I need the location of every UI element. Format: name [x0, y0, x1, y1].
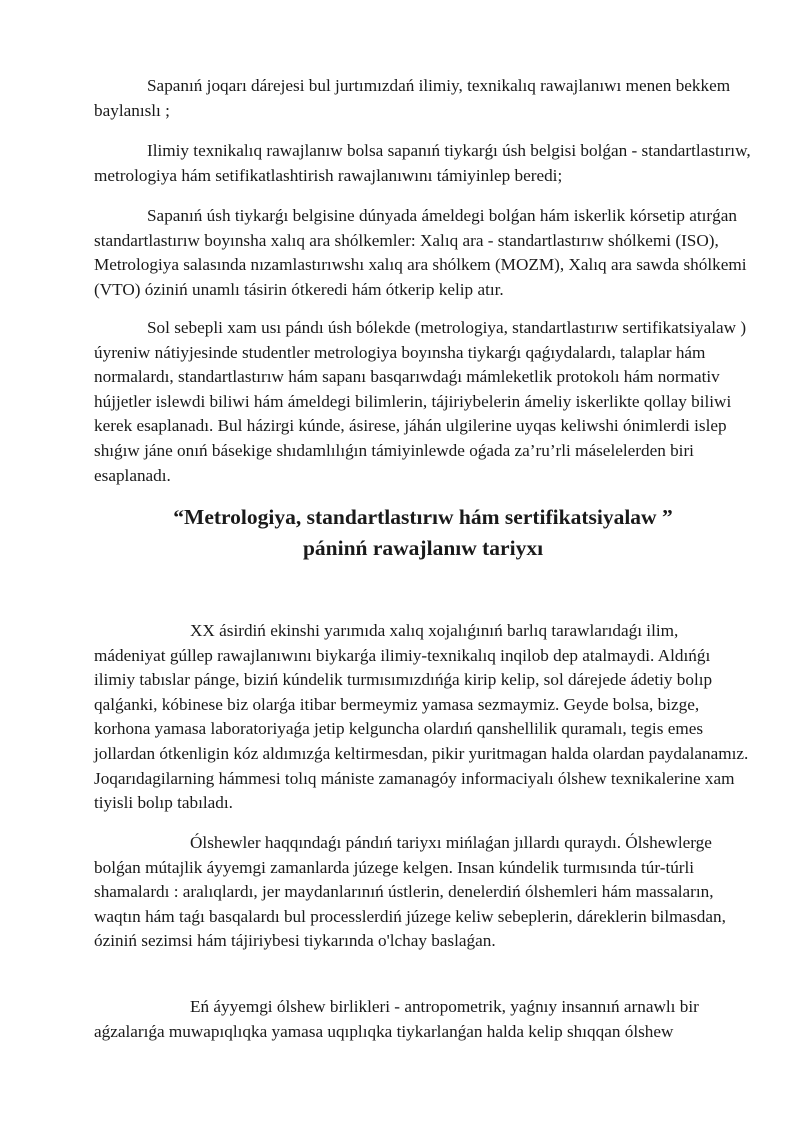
- paragraph-international-organizations: Sapanıń úsh tiykarǵı belgisine dúnyada ámeldegi bolǵan hám iskerlik kórsetip atırǵan standartlastırıw boyınsha xalıq ara shólkemler: Xalıq ara - standartlastırıw shólkemi (ISO), Metrologiya salasında nızamlastırıwshı xalıq ara shólkem (MOZM), Xalıq ara sawda shólkemi (VTO) óziniń unamlı tásirin ótkeredi hám ótkerip kelip atır.: [94, 206, 747, 299]
- section-heading: [94, 502, 752, 564]
- paragraph-quality-development: Sapanıń joqarı dárejesi bul jurtımızdań ilimiy, texnikalıq rawajlanıwı menen bekkem baylanıslı ;: [94, 76, 731, 120]
- section-heading-line-1: “Metrologiya, standartlastırıw hám sertifikatsiyalaw ”: [173, 505, 673, 529]
- paragraph-ancient-units: Eń áyyemgi ólshew birlikleri - antropometrik, yaǵnıy insannıń arnawlı bir aǵzalarıǵa muwapıqlıqka yamasa uqıplıqka tiykarlanǵan halda kelip shıqqan ólshew: [94, 997, 699, 1041]
- paragraph-scientific-progress: Ilimiy texnikalıq rawajlanıw bolsa sapanıń tiykarǵı úsh belgisi bolǵan - standartlastırıw, metrologiya hám setifikatlashtirish rawajlanıwını támiyinlep beredi;: [94, 141, 751, 185]
- paragraph-measurement-history: Ólshewler haqqındaǵı pándıń tariyxı mińlaǵan jıllardı quraydı. Ólshewlerge bolǵan mútajlik áyyemgi zamanlarda júzege kelgen. Insan kúndelik turmısında túr-túrli shamalardı : aralıqlardı, jer maydanlarınıń ústlerin, denelerdiń ólshemleri hám massaların, waqtın hám taǵı basqalardı bul processlerdiń júzege keliw sebeplerin, dáreklerin bilmasdan, óziniń sezimsi hám tájiriybesi tiykarında o'lchay baslaǵan.: [94, 833, 726, 951]
- paragraph-subject-importance: Sol sebepli xam usı pándı úsh bólekde (metrologiya, standartlastırıw sertifikatsiyalaw ) úyreniw nátiyjesinde studentler metrologiya boyınsha tiykarǵı qaǵıydalardı, talaplar hám normalardı, standartlastırıw hám sapanı basqarıwdaǵı mámleketlik protokolı hám normativ hújjetler islewdi biliwi hám ámeldegi bilimlerin, tájiriybelerin ámeliy iskerlikte qollay biliwi kerek esaplanadı. Bul házirgi kúnde, ásirese, jáhán ulgilerine uyqas keliwshi ónimlerdi islep shıǵıw jáne onıń básekige shıdamlılıǵın támiyinlewde oǵada za’ru’rli máselelerden biri esaplanadı.: [94, 318, 747, 485]
- paragraph-twentieth-century: XX ásirdiń ekinshi yarımıda xalıq xojalıǵınıń barlıq tarawlarıdaǵı ilim, mádeniyat gúllep rawajlanıwını biykarǵa ilimiy-texnikalıq inqilob dep atalmaydi. Aldıńǵı ilimiy tabıslar pánge, biziń kúndelik turmısımızdıńǵa kirip kelip, sol dárejede ádetiy bolıp qalǵanki, kóbinese biz olarǵa itibar bermeymiz yamasa sezmaymiz. Geyde bolsa, bizge, korhona yamasa laboratoriyaǵa jetip kelguncha olardıń qanshellilik quramalı, tegis emes jollardan ótkenligin kóz aldımızǵa keltirmesdan, pikir yuritmagan halda olardan paydalanamız. Joqarıdagilarning hámmesi tolıq mániste zamanagóy informaciyalı ólshew texnikalerine xam tiyisli bolıp tabıladı.: [94, 621, 749, 813]
- section-heading-line-2: páninń rawajlanıw tariyxı: [302, 536, 544, 560]
